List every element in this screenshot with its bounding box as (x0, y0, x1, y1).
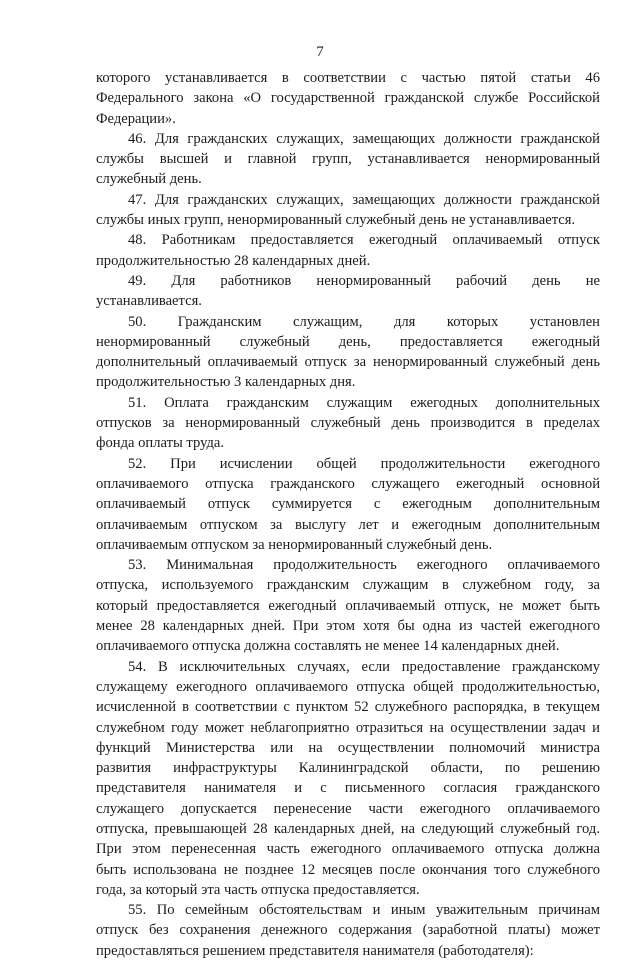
text-line: 54. В исключительных случаях, если предоставление гражданскому (128, 658, 600, 675)
text-line: ненормированный служебный день, предоставляется ежегодный (96, 333, 600, 350)
text-line: оплачиваемого отпуска должна составлять не менее 14 календарных дней. (96, 638, 560, 655)
text-line: дополнительный оплачиваемый отпуск за ненормированный служебный день (96, 354, 600, 371)
text-line: 48. Работникам предоставляется ежегодный оплачиваемый отпуск (128, 232, 600, 249)
text-line: 46. Для гражданских служащих, замещающих должности гражданской (128, 130, 600, 147)
text-line: устанавливается. (96, 293, 202, 310)
document-body (96, 68, 600, 961)
text-line: функций Министерства или на осуществлении полномочий министра (96, 739, 600, 756)
text-line: Федерации». (96, 110, 176, 127)
text-line: Федерального закона «О государственной гражданской службе Российской (96, 90, 600, 107)
paragraph (96, 230, 600, 271)
text-line: 50. Гражданским служащим, для которых установлен (128, 313, 600, 330)
text-line: предоставляться решением представителя нанимателя (работодателя): (96, 942, 534, 959)
text-line: 49. Для работников ненормированный рабочий день не (128, 272, 600, 289)
text-line: который предоставляется ежегодный оплачиваемый отпуск, не может быть (96, 597, 600, 614)
paragraph (96, 129, 600, 190)
text-line: быть использована не позднее 12 месяцев после окончания того служебного (96, 861, 600, 878)
text-line: службы иных групп, ненормированный служебный день не устанавливается. (96, 212, 576, 229)
text-line: представителя нанимателя и с письменного согласия гражданского (96, 780, 600, 797)
paragraph (96, 271, 600, 312)
text-line: развития инфраструктуры Калининградской области, по решению (96, 760, 600, 777)
text-line: 47. Для гражданских служащих, замещающих должности гражданской (128, 191, 600, 208)
paragraph (96, 68, 600, 129)
paragraph (96, 393, 600, 454)
text-line: которого устанавливается в соответствии с частью пятой статьи 46 (96, 70, 600, 86)
paragraph (96, 900, 600, 961)
text-line: При этом перенесенная часть ежегодного оплачиваемого отпуска должна (96, 841, 600, 858)
text-line: служащему ежегодного оплачиваемого отпуска общей продолжительностью, (96, 678, 600, 695)
text-line: 51. Оплата гражданским служащим ежегодных дополнительных (128, 394, 600, 411)
text-line: служебном году может неблагоприятно отразиться на осуществлении задач и (96, 719, 600, 736)
text-line: служебный день. (96, 171, 202, 188)
text-line: отпуск без сохранения денежного содержания (заработной платы) может (96, 922, 600, 939)
text-line: службы высшей и главной групп, устанавливается ненормированный (96, 151, 600, 168)
paragraph (96, 454, 600, 555)
text-line: фонда оплаты труда. (96, 435, 225, 452)
paragraph (96, 657, 600, 901)
text-line: продолжительностью 28 календарных дней. (96, 252, 371, 269)
text-line: служащего допускается перенесение части ежегодного оплачиваемого (96, 800, 600, 817)
text-line: года, за который эта часть отпуска предоставляется. (96, 881, 420, 898)
text-line: продолжительностью 3 календарных дня. (96, 374, 356, 391)
text-line: 55. По семейным обстоятельствам и иным уважительным причинам (128, 902, 600, 919)
text-line: менее 28 календарных дней. При этом хотя бы одна из частей ежегодного (96, 618, 600, 635)
text-line: оплачиваемого отпуска гражданского служащего ежегодный основной (96, 475, 600, 492)
text-line: отпусков за ненормированный служебный день производится в пределах (96, 415, 600, 432)
paragraph (96, 312, 600, 393)
text-line: отпуска, используемого гражданским служащим в служебном году, за (96, 577, 600, 594)
text-line: 52. При исчислении общей продолжительности ежегодного (128, 455, 600, 472)
page-number: 7 (316, 44, 324, 60)
text-line: оплачиваемый отпуск суммируется с ежегодным дополнительным (96, 496, 600, 513)
text-line: исчисленной в соответствии с пунктом 52 служебного распорядка, в текущем (96, 699, 600, 716)
text-line: отпуска, превышающей 28 календарных дней, на следующий служебный год. (96, 820, 600, 837)
text-line: оплачиваемым отпуском за выслугу лет и ежегодным дополнительным (96, 516, 600, 533)
paragraph (96, 190, 600, 231)
paragraph (96, 555, 600, 656)
text-line: 53. Минимальная продолжительность ежегодного оплачиваемого (128, 557, 600, 574)
text-line: оплачиваемым отпуском за ненормированный служебный день. (96, 536, 493, 553)
